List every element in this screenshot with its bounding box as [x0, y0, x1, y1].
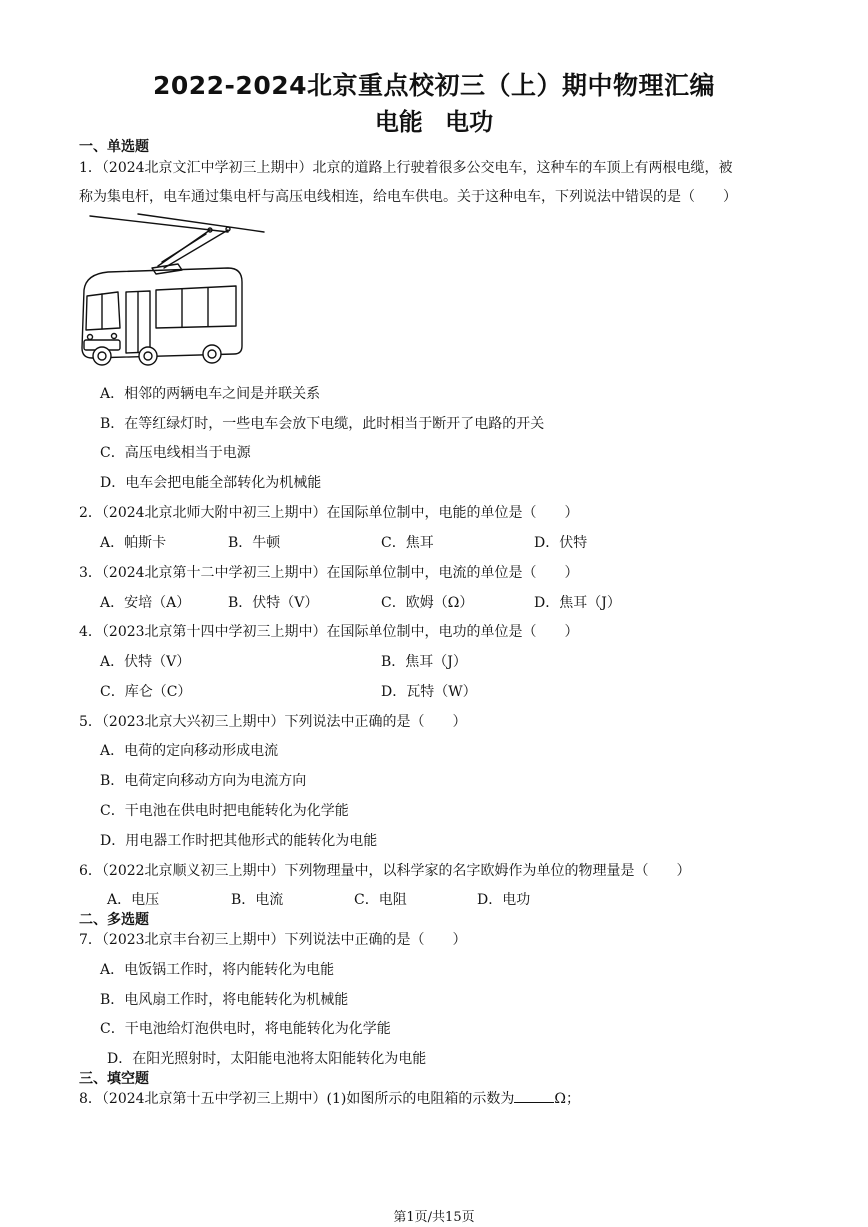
question-7-option-a: A．电饭锅工作时，将内能转化为电能	[100, 962, 335, 978]
question-8-unit: Ω；	[554, 1091, 580, 1107]
question-1-option-c: C．高压电线相当于电源	[100, 445, 251, 461]
trolleybus-illustration	[78, 210, 268, 372]
question-3-option-a: A．安培（A）	[100, 595, 191, 611]
question-1-option-a: A．相邻的两辆电车之间是并联关系	[100, 386, 321, 402]
question-6-option-d: D．电功	[477, 892, 531, 908]
question-2-option-a: A．帕斯卡	[100, 535, 167, 551]
question-4-option-b: B．焦耳（J）	[381, 654, 467, 670]
question-1-option-b: B．在等红绿灯时，一些电车会放下电缆，此时相当于断开了电路的开关	[100, 416, 545, 432]
document-subtitle: 电能 电功	[374, 108, 494, 136]
question-4-option-c: C．库仑（C）	[100, 684, 192, 700]
question-1-line-2: 称为集电杆，电车通过集电杆与高压电线相连，给电车供电。关于这种电车，下列说法中错误的是（ ）	[79, 189, 737, 205]
section-heading-multiple-choice: 二、多选题	[79, 912, 149, 928]
section-heading-single-choice: 一、单选题	[79, 139, 149, 155]
question-4-option-d: D．瓦特（W）	[381, 684, 477, 700]
section-heading-fill-in: 三、填空题	[79, 1071, 149, 1087]
question-6-option-a: A．电压	[107, 892, 160, 908]
question-7-stem: 7．（2023北京丰台初三上期中）下列说法中正确的是（ ）	[79, 932, 467, 948]
page-footer: 第1页/共15页	[393, 1210, 475, 1225]
question-2-option-d: D．伏特	[534, 535, 588, 551]
question-4-stem: 4．（2023北京第十四中学初三上期中）在国际单位制中，电功的单位是（ ）	[79, 624, 579, 640]
question-5-stem: 5．（2023北京大兴初三上期中）下列说法中正确的是（ ）	[79, 714, 467, 730]
question-4-option-a: A．伏特（V）	[100, 654, 191, 670]
question-8-stem	[79, 1088, 580, 1108]
question-3-option-d: D．焦耳（J）	[534, 595, 621, 611]
question-2-option-b: B．牛顿	[228, 535, 281, 551]
question-5-option-c: C．干电池在供电时把电能转化为化学能	[100, 803, 349, 819]
answer-blank[interactable]	[514, 1090, 554, 1103]
question-7-option-b: B．电风扇工作时，将电能转化为机械能	[100, 992, 349, 1008]
question-7-option-d: D．在阳光照射时，太阳能电池将太阳能转化为电能	[107, 1051, 427, 1067]
question-2-stem: 2．（2024北京北师大附中初三上期中）在国际单位制中，电能的单位是（ ）	[79, 505, 579, 521]
question-3-option-c: C．欧姆（Ω）	[381, 595, 474, 611]
question-1-option-d: D．电车会把电能全部转化为机械能	[100, 475, 322, 491]
question-8-stem-text: 8．（2024北京第十五中学初三上期中）(1)如图所示的电阻箱的示数为	[79, 1091, 515, 1107]
question-5-option-a: A．电荷的定向移动形成电流	[100, 743, 279, 759]
question-6-option-c: C．电阻	[354, 892, 407, 908]
question-3-stem: 3．（2024北京第十二中学初三上期中）在国际单位制中，电流的单位是（ ）	[79, 565, 579, 581]
document-title: 2022-2024北京重点校初三（上）期中物理汇编	[152, 71, 716, 100]
question-3-option-b: B．伏特（V）	[228, 595, 319, 611]
question-6-stem: 6．（2022北京顺义初三上期中）下列物理量中，以科学家的名字欧姆作为单位的物理量是（ ）	[79, 863, 691, 879]
question-6-option-b: B．电流	[231, 892, 284, 908]
question-5-option-b: B．电荷定向移动方向为电流方向	[100, 773, 307, 789]
question-5-option-d: D．用电器工作时把其他形式的能转化为电能	[100, 833, 378, 849]
question-7-option-c: C．干电池给灯泡供电时，将电能转化为化学能	[100, 1021, 391, 1037]
question-1-line-1: 1．（2024北京文汇中学初三上期中）北京的道路上行驶着很多公交电车，这种车的车顶上有两根电缆，被	[79, 160, 733, 176]
question-2-option-c: C．焦耳	[381, 535, 434, 551]
